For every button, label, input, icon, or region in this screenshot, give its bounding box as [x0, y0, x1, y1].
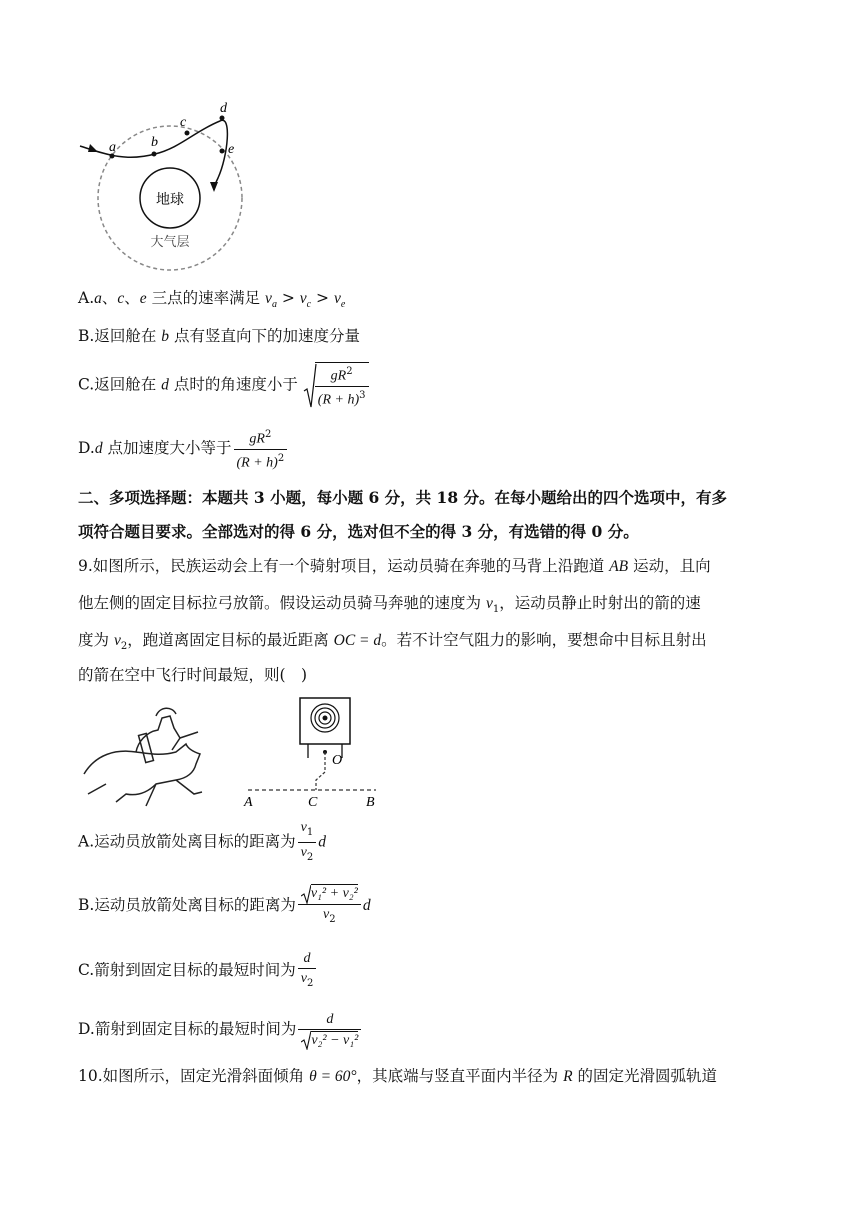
- oc-line: [316, 752, 325, 790]
- q9-option-d: D.箭射到固定目标的最短时间为 $\frac{d}{\text{v₂² − v₁²}}$: [78, 1004, 363, 1054]
- entry-arrow: [88, 144, 98, 152]
- horse-archer-figure: [76, 694, 386, 812]
- q9-option-a: A.运动员放箭处离目标的距离为 $\frac{v_1}{v_2}$ d: [78, 820, 326, 863]
- label-b: B: [366, 795, 375, 810]
- q8-option-d: D.d 点加速度大小等于 $\frac{gR^2}{(R + h)^2}$: [78, 426, 289, 472]
- q9-line2: 他左侧的固定目标拉弓放箭。假设运动员骑马奔驰的速度为 $v_1$，运动员静止时射出的箭的速: [78, 594, 701, 616]
- point-d: d: [220, 101, 227, 116]
- reentry-figure: [70, 96, 260, 276]
- q8-option-c: C.返回舱在 d 点时的角速度小于 $\frac{gR^2}{(R + h)^3}$: [78, 362, 371, 409]
- label-o: O: [332, 753, 343, 768]
- point-e: e: [228, 142, 235, 157]
- point-c: c: [180, 115, 187, 130]
- q9-line4: 的箭在空中飞行时间最短，则( ): [78, 666, 308, 684]
- earth-label: 地球: [156, 192, 184, 208]
- q9-option-c: C.箭射到固定目标的最短时间为 $\frac{d}{v_2}$: [78, 948, 318, 993]
- atmosphere-label: 大气层: [150, 235, 190, 250]
- section2-line2: 项符合题目要求。全部选对的得 6 分，选对但不全的得 3 分，有选错的得 0 分。: [78, 522, 639, 541]
- q9-line1: 9.如图所示，民族运动会上有一个骑射项目，运动员骑在奔驰的马背上沿跑道 AB 运动，且向: [78, 557, 711, 575]
- label-a: A: [244, 795, 253, 810]
- q10-line1: 10.如图所示，固定光滑斜面倾角 θ = 60°，其底端与竖直平面内半径为 R 的固定光滑圆弧轨道: [78, 1067, 717, 1085]
- target-board: [300, 698, 350, 744]
- point-a: a: [109, 140, 116, 155]
- down-arrow: [210, 182, 218, 192]
- point-b: b: [151, 135, 158, 150]
- label-c: C: [308, 795, 318, 810]
- q9-line3: 度为 $v_2$，跑道离固定目标的最近距离 OC = d。若不计空气阻力的影响，要想命中目标且射出: [78, 631, 707, 653]
- q8-option-b: B.返回舱在 b 点有竖直向下的加速度分量: [78, 327, 360, 345]
- sqrt-expression: $\frac{gR^2}{(R + h)^3}$: [303, 362, 371, 409]
- horse-rider-drawing: [84, 708, 202, 806]
- q8-option-a: A.a、c、e 三点的速率满足 $v_a > v_c > v_e$: [78, 289, 346, 311]
- q9-option-b: B.运动员放箭处离目标的距离为 $\frac{\text{v₁² + v₂²}}{v_2}$ d: [78, 880, 371, 931]
- section2-line1: 二、多项选择题：本题共 3 小题，每小题 6 分，共 18 分。在每小题给出的四个选项中，有多: [78, 488, 728, 507]
